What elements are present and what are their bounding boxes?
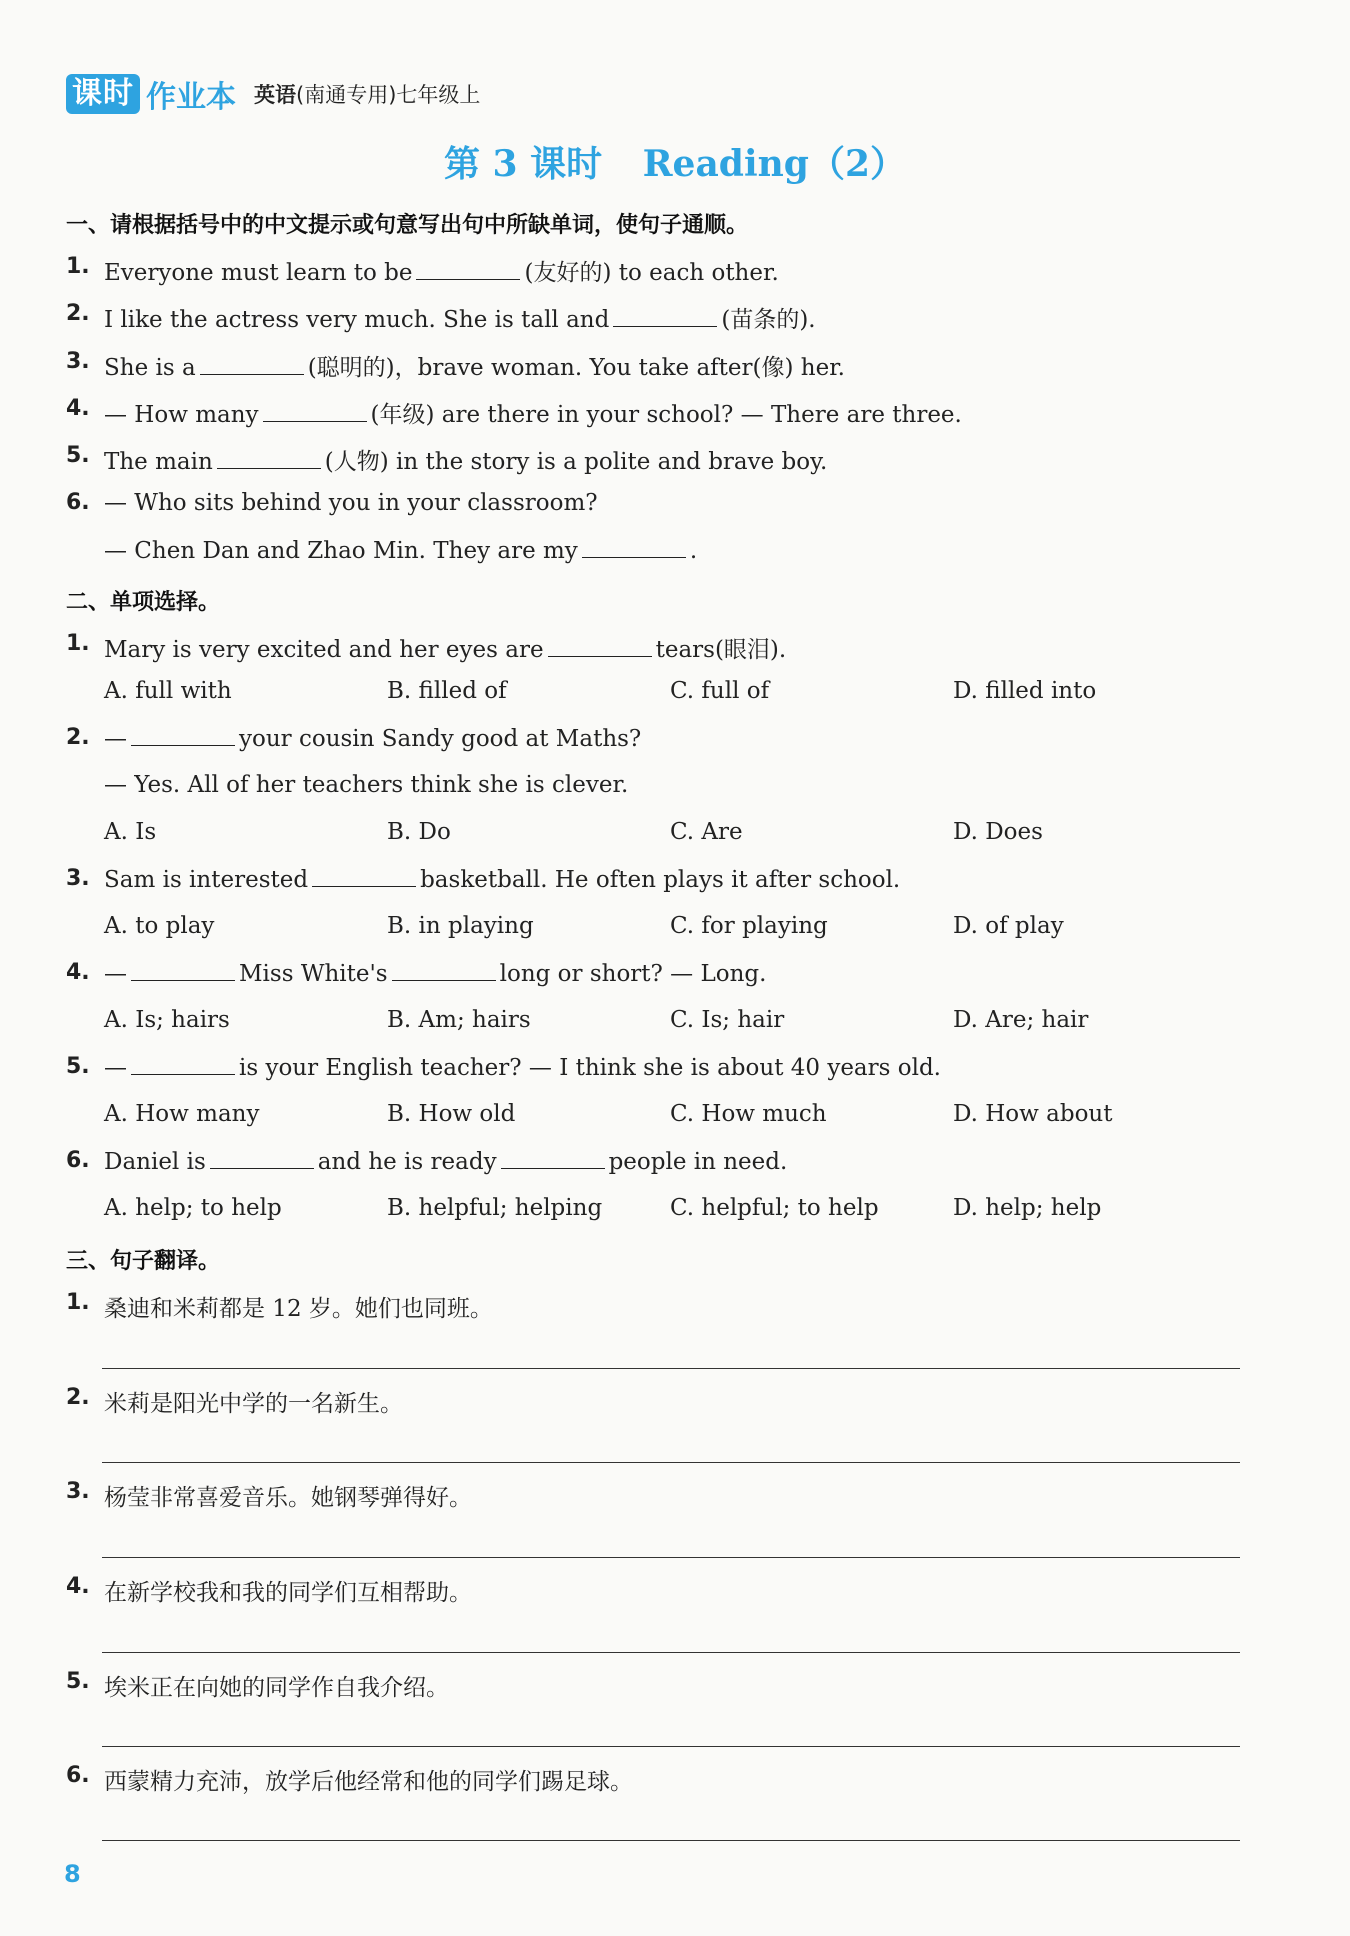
option-d[interactable]: D. Does: [953, 819, 1043, 845]
answer-blank[interactable]: [501, 1148, 605, 1169]
page-title: [0, 136, 1350, 187]
question-text: Daniel is: [104, 1149, 206, 1175]
answer-blank[interactable]: [312, 866, 416, 887]
item-text: — Chen Dan and Zhao Min. They are my: [104, 538, 578, 564]
answer-blank[interactable]: [582, 537, 686, 558]
answer-blank[interactable]: [131, 960, 235, 981]
section2-heading: 二、单项选择。: [66, 590, 221, 615]
item-text: — Who sits behind you in your classroom?: [104, 490, 598, 516]
item-number: 6.: [66, 1148, 90, 1173]
option-c[interactable]: C. for playing: [670, 913, 828, 939]
option-a[interactable]: A. help; to help: [104, 1195, 282, 1221]
answer-blank[interactable]: [200, 354, 304, 375]
item-text: (友好的) to each other.: [524, 260, 779, 286]
option-a[interactable]: A. to play: [104, 913, 215, 939]
answer-line[interactable]: [102, 1368, 1240, 1369]
option-d[interactable]: D. help; help: [953, 1195, 1102, 1221]
item-text: The main: [104, 449, 213, 475]
section1-heading: 一、请根据括号中的中文提示或句意写出句中所缺单词，使句子通顺。: [66, 213, 749, 238]
translation-prompt: 在新学校我和我的同学们互相帮助。: [104, 1580, 472, 1606]
option-a[interactable]: A. Is: [104, 819, 157, 845]
option-b[interactable]: B. Do: [387, 819, 451, 845]
question-text: basketball. He often plays it after school.: [420, 867, 901, 893]
question-text: and he is ready: [317, 1149, 497, 1175]
item-number: 3.: [66, 1479, 90, 1504]
item-number: 1.: [66, 631, 90, 656]
option-c[interactable]: C. helpful; to help: [670, 1195, 879, 1221]
item-text: Everyone must learn to be: [104, 260, 413, 286]
logo-text: 作业本: [146, 80, 236, 115]
item-number: 3.: [66, 349, 90, 374]
option-b[interactable]: B. How old: [387, 1101, 516, 1127]
question-text: Mary is very excited and her eyes are: [104, 637, 544, 663]
translation-prompt: 桑迪和米莉都是 12 岁。她们也同班。: [104, 1296, 493, 1322]
item-number: 1.: [66, 1290, 90, 1315]
translation-prompt: 西蒙精力充沛，放学后他经常和他的同学们踢足球。: [104, 1769, 633, 1795]
lesson-topic: Reading（2）: [642, 143, 907, 185]
logo-badge: 课时: [66, 74, 140, 114]
answer-line[interactable]: [102, 1652, 1240, 1653]
header: [66, 72, 480, 116]
answer-blank[interactable]: [217, 448, 321, 469]
answer-blank[interactable]: [263, 401, 367, 422]
item-text: (聪明的)，brave woman. You take after(像) her.: [307, 355, 845, 381]
answer-blank[interactable]: [210, 1148, 314, 1169]
option-b[interactable]: B. filled of: [387, 678, 507, 704]
item-number: 4.: [66, 960, 90, 985]
subject-rest: (南通专用)七年级上: [296, 83, 481, 107]
option-d[interactable]: D. How about: [953, 1101, 1113, 1127]
question-text: Sam is interested: [104, 867, 309, 893]
answer-blank[interactable]: [548, 636, 652, 657]
option-b[interactable]: B. in playing: [387, 913, 534, 939]
item-number: 5.: [66, 1054, 90, 1079]
option-d[interactable]: D. of play: [953, 913, 1064, 939]
option-c[interactable]: C. full of: [670, 678, 770, 704]
option-d[interactable]: D. filled into: [953, 678, 1097, 704]
translation-prompt: 米莉是阳光中学的一名新生。: [104, 1391, 403, 1417]
item-number: 5.: [66, 443, 90, 468]
answer-blank[interactable]: [416, 259, 520, 280]
question-text: Miss White's: [239, 961, 388, 987]
item-text: (苗条的).: [721, 307, 816, 333]
answer-blank[interactable]: [131, 1054, 235, 1075]
item-text: She is a: [104, 355, 196, 381]
item-text: — How many: [104, 402, 259, 428]
question-text: people in need.: [608, 1149, 788, 1175]
item-text: (人物) in the story is a polite and brave boy.: [324, 449, 828, 475]
option-a[interactable]: A. Is; hairs: [104, 1007, 230, 1033]
question-text: your cousin Sandy good at Maths?: [239, 726, 642, 752]
item-number: 2.: [66, 725, 90, 750]
item-number: 6.: [66, 490, 90, 515]
item-number: 5.: [66, 1669, 90, 1694]
item-text: .: [689, 538, 698, 564]
option-a[interactable]: A. full with: [104, 678, 232, 704]
question-text: long or short? — Long.: [499, 961, 767, 987]
subject-label: [254, 79, 480, 109]
item-number: 4.: [66, 1574, 90, 1599]
option-c[interactable]: C. Is; hair: [670, 1007, 785, 1033]
option-c[interactable]: C. How much: [670, 1101, 827, 1127]
answer-line[interactable]: [102, 1840, 1240, 1841]
answer-line[interactable]: [102, 1462, 1240, 1463]
answer-blank[interactable]: [131, 725, 235, 746]
option-b[interactable]: B. Am; hairs: [387, 1007, 531, 1033]
answer-line[interactable]: [102, 1557, 1240, 1558]
item-text: I like the actress very much. She is tall and: [104, 307, 610, 333]
answer-line[interactable]: [102, 1746, 1240, 1747]
page-number: 8: [64, 1860, 81, 1888]
question-text: tears(眼泪).: [655, 637, 787, 663]
lesson-label: 第 3 课时: [443, 143, 603, 185]
item-number: 3.: [66, 866, 90, 891]
answer-blank[interactable]: [392, 960, 496, 981]
item-number: 2.: [66, 1385, 90, 1410]
option-a[interactable]: A. How many: [104, 1101, 260, 1127]
option-c[interactable]: C. Are: [670, 819, 743, 845]
question-text: —: [104, 726, 127, 752]
question-text: — Yes. All of her teachers think she is clever.: [104, 772, 629, 798]
question-text: —: [104, 961, 127, 987]
answer-blank[interactable]: [613, 306, 717, 327]
item-number: 1.: [66, 254, 90, 279]
option-d[interactable]: D. Are; hair: [953, 1007, 1089, 1033]
item-number: 4.: [66, 396, 90, 421]
translation-prompt: 杨莹非常喜爱音乐。她钢琴弹得好。: [104, 1485, 472, 1511]
section3-heading: 三、句子翻译。: [66, 1249, 221, 1274]
question-text: is your English teacher? — I think she is about 40 years old.: [239, 1055, 941, 1081]
item-number: 2.: [66, 301, 90, 326]
option-b[interactable]: B. helpful; helping: [387, 1195, 603, 1221]
item-number: 6.: [66, 1763, 90, 1788]
subject-bold: 英语: [254, 83, 296, 107]
translation-prompt: 埃米正在向她的同学作自我介绍。: [104, 1675, 449, 1701]
question-text: —: [104, 1055, 127, 1081]
item-text: (年级) are there in your school? — There are three.: [370, 402, 962, 428]
